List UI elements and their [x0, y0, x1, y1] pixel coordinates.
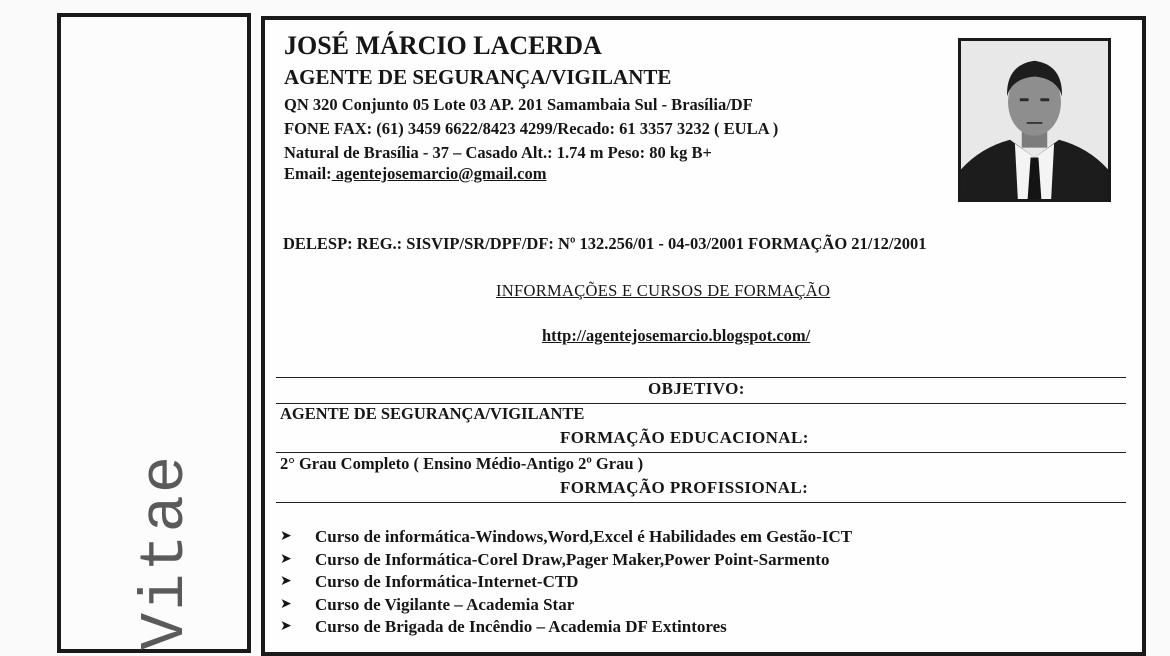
- email-line: [284, 164, 547, 184]
- email-label: Email:: [284, 164, 332, 183]
- list-item: [280, 571, 852, 594]
- arrowhead-bullet-icon: ➤: [280, 574, 292, 589]
- education-heading: FORMAÇÃO EDUCACIONAL:: [560, 428, 809, 447]
- course-label: Curso de Informática-Internet-CTD: [315, 572, 579, 591]
- divider: [276, 452, 1126, 453]
- arrowhead-bullet-icon: ➤: [280, 619, 292, 634]
- objective-heading: OBJETIVO:: [648, 379, 745, 398]
- list-item: [280, 594, 852, 617]
- arrowhead-bullet-icon: ➤: [280, 596, 292, 612]
- candidate-name: JOSÉ MÁRCIO LACERDA: [284, 31, 602, 60]
- info-section-title: INFORMAÇÕES E CURSOS DE FORMAÇÃO: [496, 281, 831, 300]
- arrowhead-bullet-icon: ➤: [280, 551, 292, 567]
- sidebar-vertical-title: Vitae: [130, 453, 201, 650]
- education-text: 2° Grau Completo ( Ensino Médio-Antigo 2º Grau ): [280, 454, 644, 473]
- email-link[interactable]: agentejosemarcio@gmail.com: [331, 164, 547, 183]
- list-item: [280, 616, 852, 639]
- registration-line: DELESP: REG.: SISVIP/SR/DPF/DF: Nº 132.256/01 - 04-03/2001 FORMAÇÃO 21/12/2001: [283, 234, 927, 253]
- blog-link[interactable]: http://agentejosemarcio.blogspot.com/: [542, 326, 811, 345]
- candidate-phone: FONE FAX: (61) 3459 6622/8423 4299/Recado: 61 3357 3232 ( EULA ): [284, 119, 779, 138]
- course-label: Curso de informática-Windows,Word,Excel é Habilidades em Gestão-ICT: [315, 527, 853, 546]
- objective-text: AGENTE DE SEGURANÇA/VIGILANTE: [280, 404, 585, 423]
- candidate-address: QN 320 Conjunto 05 Lote 03 AP. 201 Samambaia Sul - Brasília/DF: [284, 95, 753, 114]
- course-list: [280, 526, 852, 639]
- portrait-photo: [958, 38, 1111, 202]
- candidate-personal-info: Natural de Brasília - 37 – Casado Alt.: 1.74 m Peso: 80 kg B+: [284, 143, 712, 162]
- arrowhead-bullet-icon: ➤: [280, 529, 292, 544]
- course-label: Curso de Brigada de Incêndio – Academia DF Extintores: [315, 617, 727, 636]
- list-item: [280, 549, 852, 572]
- course-label: Curso de Informática-Corel Draw,Pager Maker,Power Point-Sarmento: [315, 549, 830, 569]
- divider: [276, 377, 1126, 378]
- course-label: Curso de Vigilante – Academia Star: [315, 594, 575, 614]
- professional-heading: FORMAÇÃO PROFISSIONAL:: [560, 478, 809, 497]
- divider: [276, 502, 1126, 503]
- candidate-role: AGENTE DE SEGURANÇA/VIGILANTE: [284, 65, 672, 89]
- list-item: [280, 526, 852, 549]
- portrait-icon: [961, 41, 1108, 199]
